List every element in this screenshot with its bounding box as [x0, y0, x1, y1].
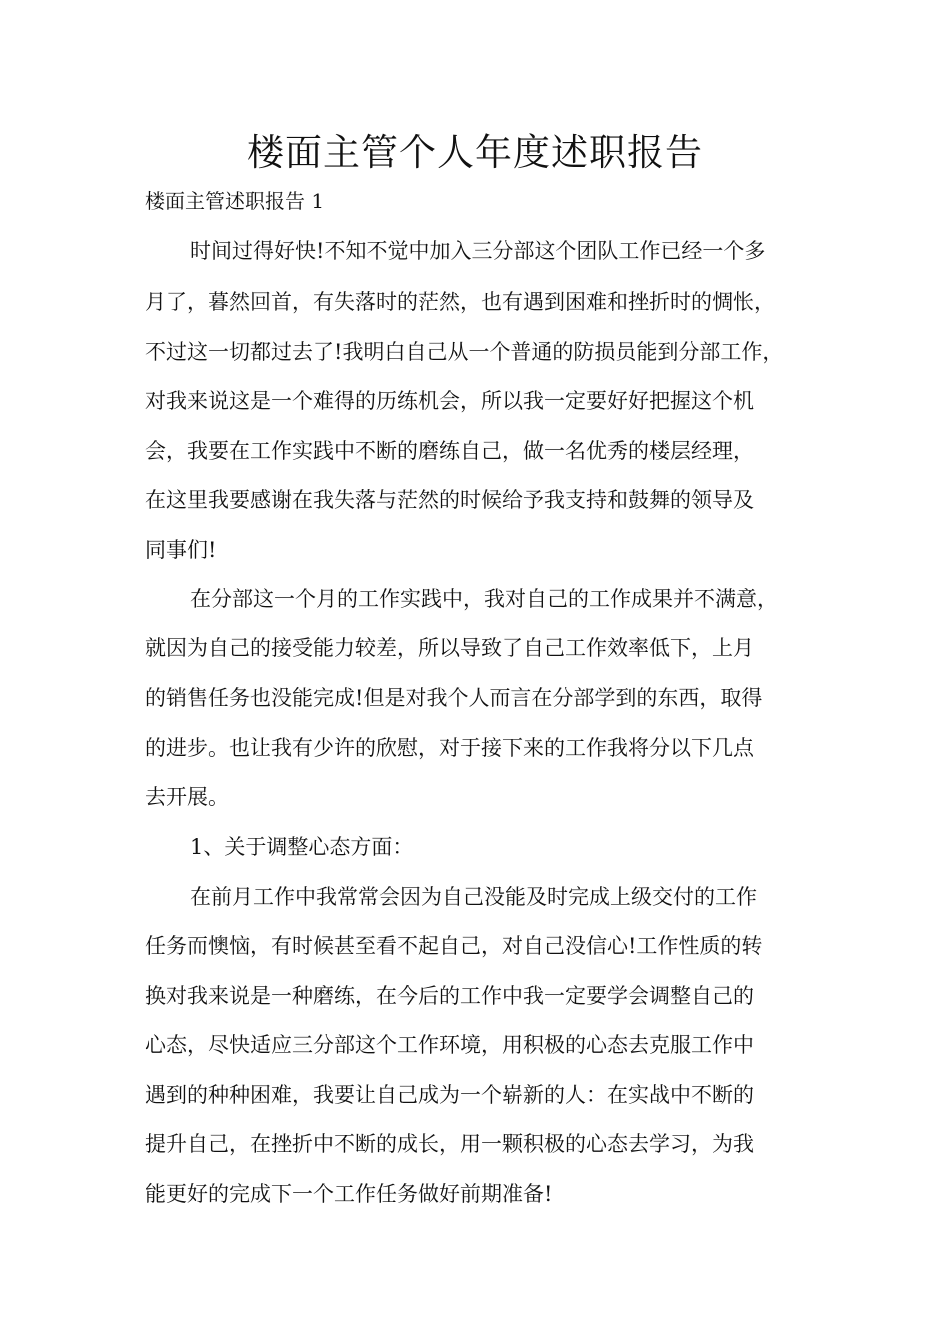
paragraph-line: 能更好的完成下一个工作任务做好前期准备! [145, 1182, 553, 1206]
paragraph-line: 会，我要在工作实践中不断的磨练自己，做一名优秀的楼层经理， [145, 439, 754, 463]
paragraph-line: 对我来说这是一个难得的历练机会，所以我一定要好好把握这个机 [145, 389, 754, 413]
paragraph-line: 同事们! [145, 538, 217, 562]
paragraph-line: 任务而懊恼，有时候甚至看不起自己，对自己没信心!工作性质的转 [145, 934, 763, 958]
paragraph-line: 去开展。 [145, 785, 229, 809]
paragraph-line: 心态，尽快适应三分部这个工作环境，用积极的心态去克服工作中 [145, 1033, 754, 1057]
report-subtitle: 楼面主管述职报告 1 [145, 189, 325, 213]
section-heading: 1、关于调整心态方面： [190, 835, 414, 859]
paragraph-line: 的销售任务也没能完成!但是对我个人而言在分部学到的东西，取得 [145, 686, 763, 710]
paragraph-line: 在这里我要感谢在我失落与茫然的时候给予我支持和鼓舞的领导及 [145, 488, 754, 512]
paragraph-line: 遇到的种种困难，我要让自己成为一个崭新的人：在实战中不断的 [145, 1083, 754, 1107]
paragraph-line: 不过这一切都过去了!我明白自己从一个普通的防损员能到分部工作， [145, 340, 784, 364]
paragraph-line: 月了，暮然回首，有失落时的茫然，也有遇到困难和挫折时的惆怅， [145, 290, 775, 314]
paragraph-line: 提升自己，在挫折中不断的成长，用一颗积极的心态去学习，为我 [145, 1132, 754, 1156]
paragraph-line: 时间过得好快!不知不觉中加入三分部这个团队工作已经一个多 [190, 239, 766, 263]
paragraph-line: 的进步。也让我有少许的欣慰，对于接下来的工作我将分以下几点 [145, 736, 754, 760]
document-title: 楼面主管个人年度述职报告 [247, 131, 703, 174]
paragraph-line: 在分部这一个月的工作实践中，我对自己的工作成果并不满意， [190, 587, 778, 611]
paragraph-line: 就因为自己的接受能力较差，所以导致了自己工作效率低下，上月 [145, 636, 754, 660]
paragraph-line: 换对我来说是一种磨练，在今后的工作中我一定要学会调整自己的 [145, 984, 754, 1008]
paragraph-line: 在前月工作中我常常会因为自己没能及时完成上级交付的工作 [190, 885, 757, 909]
